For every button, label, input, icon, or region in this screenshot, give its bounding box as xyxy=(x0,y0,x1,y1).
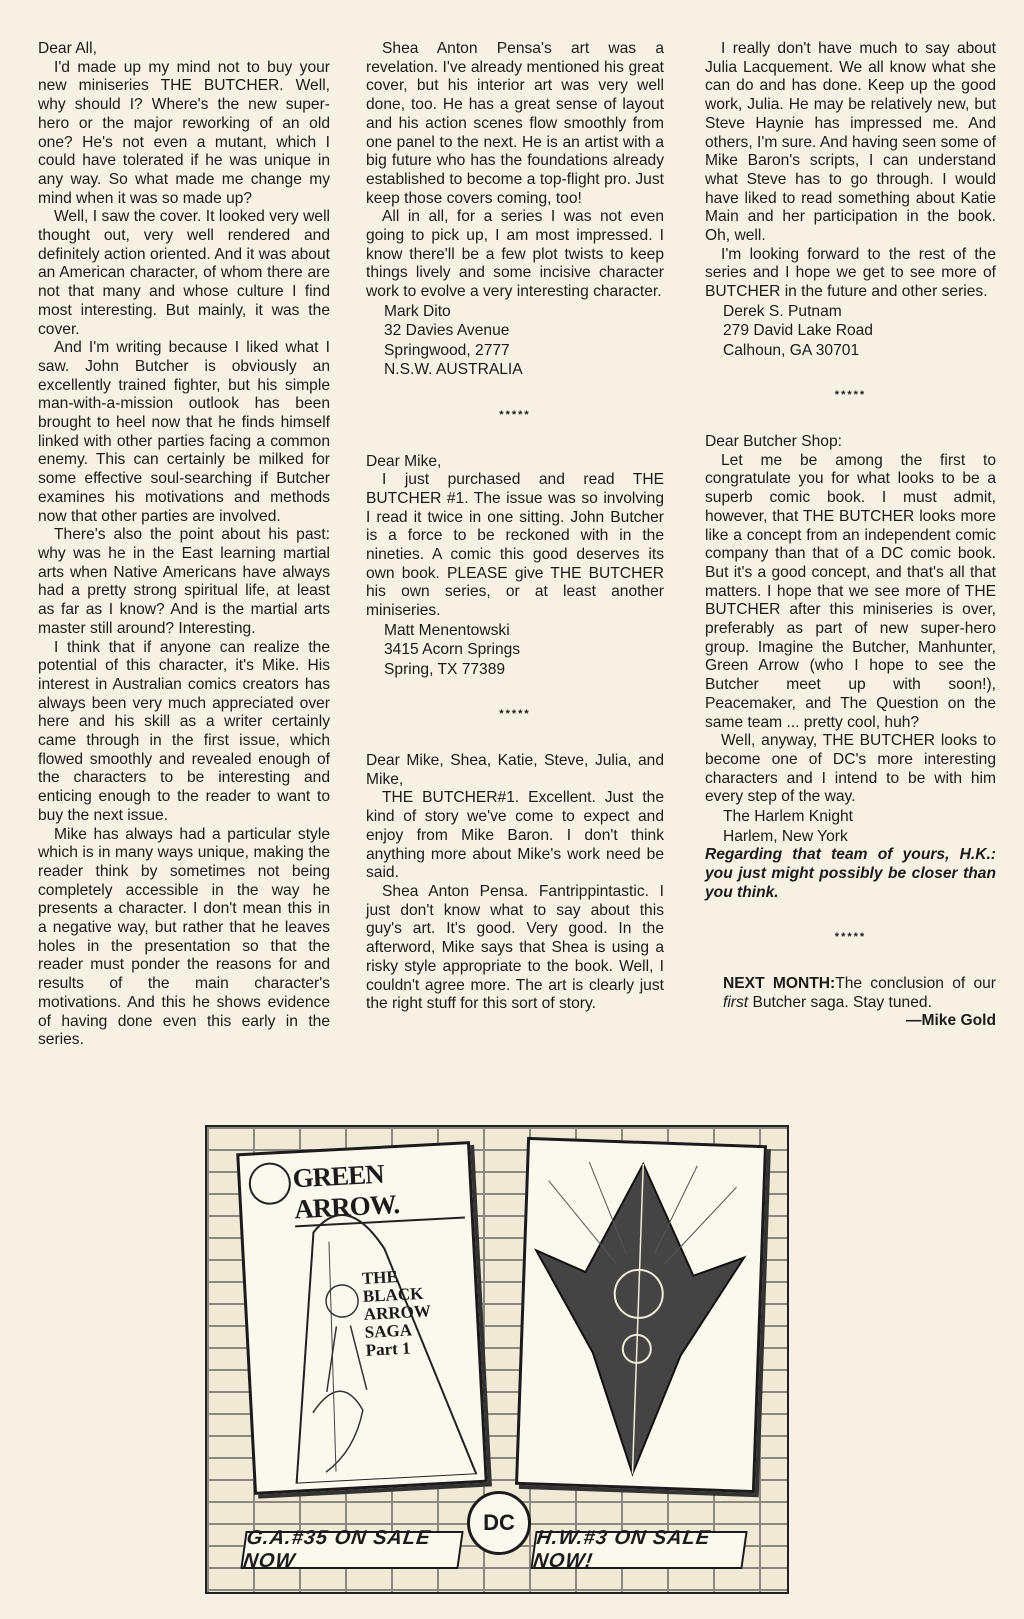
cover-title: THE BLACK ARROW SAGA Part 1 xyxy=(361,1267,432,1360)
cover-artwork xyxy=(518,1140,758,1484)
letter-signature: Matt Menentowski 3415 Acorn Springs Spring, TX 77389 xyxy=(384,621,521,678)
letter-paragraph: There's also the point about his past: why was he in the East learning martial arts when Native Americans have always had a pretty strong spiritual life, at least as far as I know? And is the martial arts master still around? Interesting. xyxy=(38,526,330,637)
ga-on-sale-banner: G.A.#35 ON SALE NOW xyxy=(240,1531,463,1569)
next-month-label: NEXT MONTH: xyxy=(723,974,836,992)
letter-paragraph: Well, anyway, THE BUTCHER looks to become one of DC's more interesting characters and I intend to be with him every step of the way. xyxy=(705,732,996,806)
letter-separator: ***** xyxy=(499,708,531,721)
letter-paragraph: THE BUTCHER#1. Excellent. Just the kind of story we've come to expect and enjoy from Mike Baron. I don't think anything more about Mike's work need be said. xyxy=(366,789,664,882)
column-1 xyxy=(38,40,330,1050)
letter-signature: The Harlem Knight Harlem, New York xyxy=(723,808,854,845)
column-3 xyxy=(705,40,996,1031)
letter-salutation: Dear All, xyxy=(38,40,97,57)
letter-separator: ***** xyxy=(499,408,531,421)
letter-salutation: Dear Butcher Shop: xyxy=(705,433,842,451)
green-arrow-logo: GREEN ARROW. xyxy=(292,1155,465,1228)
letter-salutation: Dear Mike, Shea, Katie, Steve, Julia, and Mike, xyxy=(366,752,664,788)
promo-panel xyxy=(205,1125,789,1594)
hawkworld-cover xyxy=(515,1137,767,1493)
letter-paragraph: Shea Anton Pensa. Fantrippintastic. I just don't know what to say about this guy's art. It's good. Very good. In the afterword, Mike says that Shea is using a risky style appropriate to the book. Well, I couldn't agree more. The art is clearly just the right stuff for this sort of story. xyxy=(366,883,664,1013)
letter-paragraph: All in all, for a series I was not even going to pick up, I am most impressed. I know there'll be a few plot twists to keep things lively and some incisive character work to evolve a very interesting character. xyxy=(366,208,664,301)
letter-signature: Mark Dito 32 Davies Avenue Springwood, 2777 N.S.W. AUSTRALIA xyxy=(384,302,523,379)
editor-reply: Regarding that team of yours, H.K.: you just might possibly be closer than you think. xyxy=(705,846,996,901)
letter-paragraph: Well, I saw the cover. It looked very well thought out, very well rendered and definitely action oriented. And it was about an American character, of whom there are not that many and whose culture I find most interesting. But mainly, it was the cover. xyxy=(38,208,330,338)
letter-paragraph: Shea Anton Pensa's art was a revelation. I've already mentioned his great cover, but his interior art was very well done, too. He has a great sense of layout and his action scenes flow smoothly from one panel to the next. He is an artist with a big future who has the foundations already established to become a top-flight pro. Just keep those covers coming, too! xyxy=(366,40,664,207)
letter-paragraph: Let me be among the first to congratulate you for what looks to be a superb comic book. I must admit, however, that THE BUTCHER looks more like a concept from an independent comic company than that of a DC comic book. But it's a good concept, and that's all that matters. I hope that we see more of THE BUTCHER after this miniseries is over, preferably as part of new super-hero group. Imagine the Butcher, Manhunter, Green Arrow (who I hope to see the Butcher meet up with soon!), Peacemaker, and The Question on the same team ... pretty cool, huh? xyxy=(705,451,996,731)
letter-paragraph: I just purchased and read THE BUTCHER #1. The issue was so involving I read it twice in one sitting. John Butcher is a force to be reckoned with in the nineties. A comic this good deserves its own book. PLEASE give THE BUTCHER his own series, or at least another miniseries. xyxy=(366,471,664,620)
column-2 xyxy=(366,40,664,1014)
letter-paragraph: Mike has always had a particular style which is in many ways unique, making the reader think by sometimes not being completely accessible in the way he presents a character. I don't mean this in a negative way, but rather that he leaves holes in the presentation so that the reader must ponder the reasons for and results of the main character's motivations. And this he shows evidence of having done even this early in the series. xyxy=(38,825,330,1049)
letter-paragraph: I think that if anyone can realize the potential of this character, it's Mike. His interest in Australian comics creators has always been very much appreciated over here and his skill as a writer certainly came through in the first issue, which flowed smoothly and revealed enough of the characters to be interesting and enticing enough to the reader to want to buy the next issue. xyxy=(38,638,330,824)
green-arrow-cover xyxy=(236,1141,488,1495)
letter-salutation: Dear Mike, xyxy=(366,452,442,470)
letter-paragraph: I really don't have much to say about Julia Lacquement. We all know what she can do and has done. Keep up the good work, Julia. He may be relatively new, but Steve Haynie has impressed me. And others, I'm sure. And having seen some of Mike Baron's scripts, I can understand what Steve has to go through. I would have liked to read something about Katie Main and her participation in the book. Oh, well. xyxy=(705,40,996,245)
dc-bullet-logo: DC xyxy=(467,1491,531,1555)
letter-signature: Derek S. Putnam 279 David Lake Road Calhoun, GA 30701 xyxy=(723,302,873,359)
hw-on-sale-banner: H.W.#3 ON SALE NOW! xyxy=(530,1531,747,1569)
editor-signoff: —Mike Gold xyxy=(905,1012,996,1030)
next-month-note: NEXT MONTH:The conclusion of our first Butcher saga. Stay tuned. xyxy=(723,974,996,1011)
letter-paragraph: I'm looking forward to the rest of the series and I hope we get to see more of BUTCHER in the future and other series. xyxy=(705,245,996,301)
letter-separator: ***** xyxy=(834,389,867,402)
letter-paragraph: And I'm writing because I liked what I saw. John Butcher is obviously an excellently trained fighter, but his simple man-with-a-mission outlook has been brought to heel now that he finds himself linked with other parties facing a common enemy. This can certainly be milked for some effective soul-searching if Butcher examines his motivations and methods now that other parties are involved. xyxy=(38,339,330,525)
letter-paragraph: I'd made up my mind not to buy your new miniseries THE BUTCHER. Well, why should I? Where's the new super-hero or the major reworking of an old one? He's not even a mutant, which I could have tolerated if he was unique in any way. So what made me change my mind when it was so made up? xyxy=(38,58,330,207)
letter-separator: ***** xyxy=(834,931,867,944)
